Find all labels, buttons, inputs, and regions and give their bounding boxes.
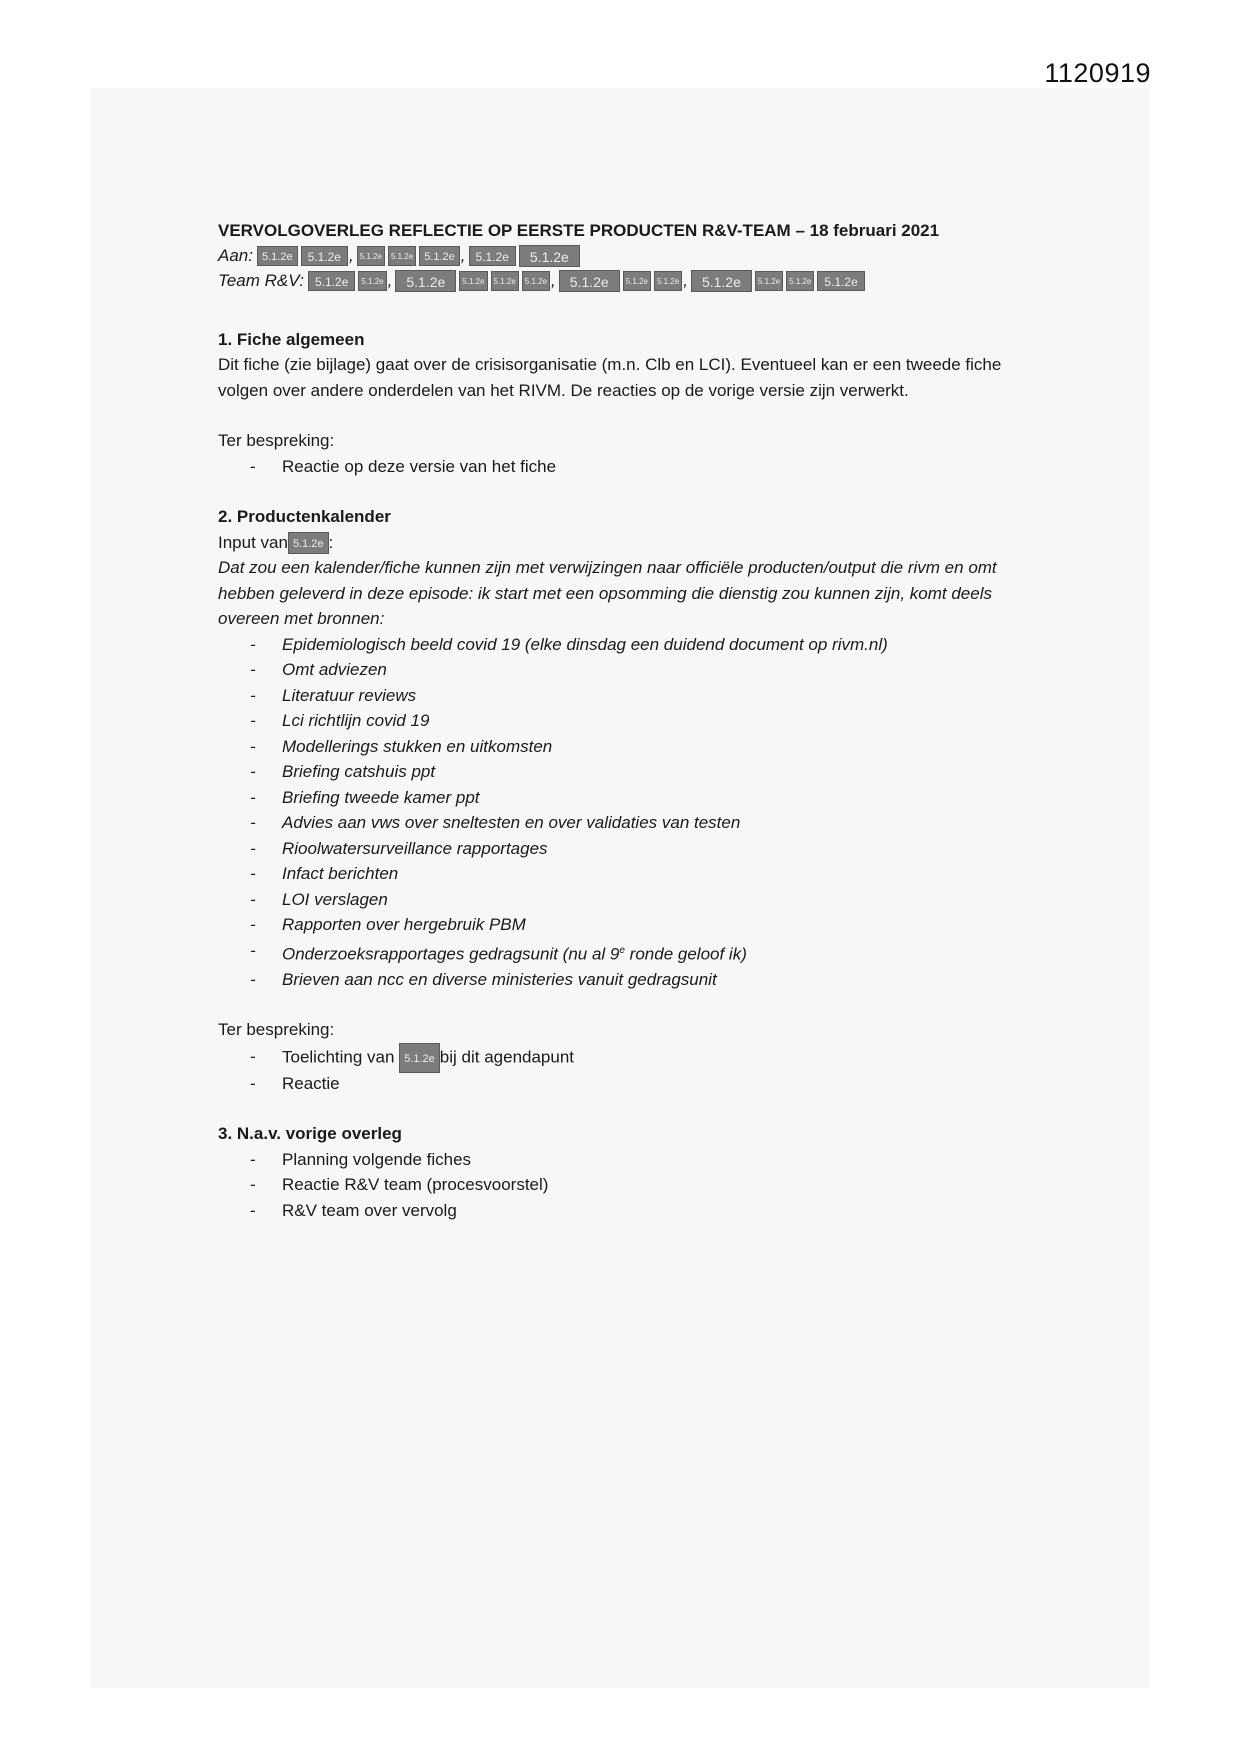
redaction-box: 5.1.2e (358, 271, 386, 291)
redaction-box: 5.1.2e (654, 271, 682, 291)
list-item: - Brieven aan ncc en diverse ministeries vanuit gedragsunit (250, 967, 1038, 993)
list-item: - Lci richtlijn covid 19 (250, 708, 1038, 734)
list-item: - Modellerings stukken en uitkomsten (250, 734, 1038, 760)
section-2-intro: Dat zou een kalender/fiche kunnen zijn met verwijzingen naar officiële producten/output die rivm en omt hebben geleverd in deze episode: ik start met een opsomming die dienstig zou kunnen zijn, komt deels overeen met bronnen: (218, 558, 997, 628)
redaction-box: 5.1.2e (357, 246, 385, 266)
redaction-box: 5.1.2e (459, 271, 487, 291)
list-item: - Onderzoeksrapportages gedragsunit (nu al 9e ronde geloof ik) (250, 938, 1038, 967)
list-item: - Planning volgende fiches (250, 1147, 1038, 1173)
input-prefix: Input van (218, 532, 288, 552)
list-item: - Rioolwatersurveillance rapportages (250, 836, 1038, 862)
products-list (218, 632, 1038, 993)
redaction-box: 5.1.2e (755, 271, 783, 291)
redaction-box: 5.1.2e (491, 271, 519, 291)
document-body (218, 218, 1038, 1223)
redaction-box: 5.1.2e (691, 270, 752, 292)
list-item: - Rapporten over hergebruik PBM (250, 912, 1038, 938)
redaction-box: 5.1.2e (519, 245, 580, 267)
list-item: - Infact berichten (250, 861, 1038, 887)
redaction-box: 5.1.2e (257, 246, 298, 266)
redaction-box: 5.1.2e (288, 532, 329, 554)
list-item: - Literatuur reviews (250, 683, 1038, 709)
section-3-list (218, 1147, 1038, 1224)
redaction-box: 5.1.2e (786, 271, 814, 291)
redaction-box: 5.1.2e (301, 246, 348, 266)
section-1-bespreking-label: Ter bespreking: (218, 431, 335, 450)
aan-line: Aan: 5.1.2e 5.1.2e , 5.1.2e 5.1.2e 5.1.2e , 5.1.2e 5.1.2e (218, 244, 1038, 269)
redaction-box: 5.1.2e (817, 271, 864, 291)
list-item: - Reactie op deze versie van het fiche (250, 454, 1038, 480)
list-item: - Advies aan vws over sneltesten en over validaties van testen (250, 810, 1038, 836)
redaction-box: 5.1.2e (522, 271, 550, 291)
section-1-text: Dit fiche (zie bijlage) gaat over de crisisorganisatie (m.n. Clb en LCI). Eventueel kan er een tweede fiche volgen over andere onderdelen van het RIVM. De reacties op de vorige versie zijn verwerkt. (218, 355, 1002, 400)
section-2-title: 2. Productenkalender (218, 507, 391, 526)
list-item: - Reactie R&V team (procesvoorstel) (250, 1172, 1038, 1198)
list-item: - Epidemiologisch beeld covid 19 (elke dinsdag een duidend document op rivm.nl) (250, 632, 1038, 658)
section-1-title: 1. Fiche algemeen (218, 329, 365, 349)
redaction-box: 5.1.2e (399, 1043, 440, 1073)
section-3-title: 3. N.a.v. vorige overleg (218, 1124, 402, 1144)
redaction-box: 5.1.2e (308, 271, 355, 291)
section-2-bespreking-list (218, 1043, 1038, 1097)
redaction-box: 5.1.2e (469, 246, 516, 266)
list-item: - Briefing catshuis ppt (250, 759, 1038, 785)
list-item: - LOI verslagen (250, 887, 1038, 913)
section-2-bespreking-label: Ter bespreking: (218, 1020, 335, 1040)
team-label: Team R&V: (218, 271, 304, 291)
redaction-box: 5.1.2e (388, 246, 416, 266)
list-item: - Toelichting van 5.1.2e bij dit agendapunt (250, 1043, 1038, 1071)
document-heading: VERVOLGOVERLEG REFLECTIE OP EERSTE PRODUCTEN R&V-TEAM – 18 februari 2021 (218, 221, 940, 240)
list-item: - Reactie (250, 1071, 1038, 1097)
section-1-bespreking-list (218, 454, 1038, 480)
team-line: Team R&V: 5.1.2e 5.1.2e , 5.1.2e 5.1.2e 5.1.2e 5.1.2e , 5.1.2e 5.1.2e 5.1.2e , 5.1.2e 5.1.2e 5.1.2e 5.1.2e (218, 269, 1038, 294)
document-number: 1120919 (1044, 58, 1151, 88)
redaction-box: 5.1.2e (623, 271, 651, 291)
redaction-box: 5.1.2e (559, 270, 620, 292)
redaction-box: 5.1.2e (419, 246, 460, 266)
list-item: - Omt adviezen (250, 657, 1038, 683)
aan-label: Aan: (218, 246, 253, 266)
list-item: - Briefing tweede kamer ppt (250, 785, 1038, 811)
list-item: - R&V team over vervolg (250, 1198, 1038, 1224)
input-line (218, 530, 1038, 556)
redaction-box: 5.1.2e (395, 270, 456, 292)
input-suffix: : (328, 532, 334, 552)
